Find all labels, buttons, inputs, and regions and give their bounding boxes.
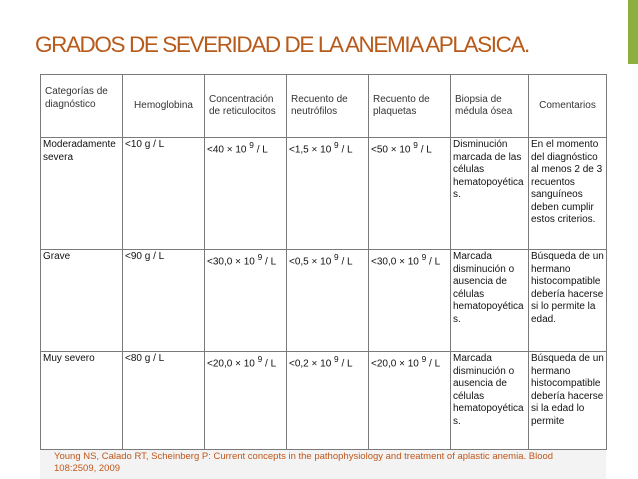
cell-biopsia: Marcada disminución o ausencia de células hematopoyética s. (451, 250, 529, 352)
cell-reticulocitos (205, 352, 287, 450)
exponent: 9 (334, 354, 339, 364)
table-row (41, 352, 607, 450)
unit-text: / L (341, 358, 353, 370)
cell-reticulocitos (205, 250, 287, 352)
cell-comentarios: Búsqueda de un hermano histocompatible debería hacerse si lo permite la edad. (529, 250, 607, 352)
cell-comentarios: En el momento del diagnóstico al menos 2 de 3 recuentos sanguíneos deben cumplir estos criterios. (529, 138, 607, 250)
value-text: <1,5 × 10 (289, 144, 332, 156)
cell-neutrofilos (287, 138, 369, 250)
table-header-row (41, 75, 607, 138)
exponent: 9 (257, 354, 263, 364)
unit-text: / L (341, 256, 353, 268)
value-text: <0,2 × 10 (289, 358, 332, 370)
cell-neutrofilos (287, 352, 369, 450)
severity-table (40, 74, 607, 450)
unit-text: / L (256, 144, 268, 156)
header-comentarios: Comentarios (529, 75, 607, 138)
value-text: <30,0 × 10 (207, 256, 255, 268)
cell-categoria: Muy severo (41, 352, 123, 450)
header-biopsia: Biopsia de médula ósea (451, 75, 529, 138)
citation-line: 108:2509, 2009 (54, 463, 121, 474)
cell-plaquetas (369, 138, 451, 250)
cell-plaquetas (369, 352, 451, 450)
exponent: 9 (249, 140, 254, 150)
exponent: 9 (421, 252, 427, 262)
header-neutrofilos: Recuento de neutrófilos (287, 75, 369, 138)
header-plaquetas: Recuento de plaquetas (369, 75, 451, 138)
unit-text: / L (429, 256, 441, 268)
cell-categoria: Moderadamente severa (41, 138, 123, 250)
value-text: <0,5 × 10 (289, 256, 332, 268)
cell-neutrofilos (287, 250, 369, 352)
cell-plaquetas (369, 250, 451, 352)
cell-reticulocitos (205, 138, 287, 250)
cell-hemoglobina: <10 g / L (123, 138, 205, 250)
cell-biopsia: Marcada disminución o ausencia de células hematopoyética s. (451, 352, 529, 450)
header-hemoglobina: Hemoglobina (123, 75, 205, 138)
unit-text: / L (265, 256, 277, 268)
value-text: <30,0 × 10 (371, 256, 419, 268)
cell-hemoglobina: <80 g / L (123, 352, 205, 450)
exponent: 9 (257, 252, 263, 262)
citation (54, 451, 594, 475)
header-categoria: Categorías de diagnóstico (41, 75, 123, 138)
exponent: 9 (421, 354, 427, 364)
exponent: 9 (334, 140, 339, 150)
citation-line: Young NS, Calado RT, Scheinberg P: Current concepts in the pathophysiology and treatment of aplastic anemia. Blood (54, 451, 554, 462)
value-text: <20,0 × 10 (371, 358, 419, 370)
slide-title: GRADOS DE SEVERIDAD DE LA ANEMIA APLASICA. (35, 32, 529, 57)
unit-text: / L (420, 144, 432, 156)
unit-text: / L (341, 144, 353, 156)
cell-hemoglobina: <90 g / L (123, 250, 205, 352)
header-reticulocitos: Concentración de reticulocitos (205, 75, 287, 138)
table-row (41, 250, 607, 352)
unit-text: / L (265, 358, 277, 370)
table-row (41, 138, 607, 250)
cell-comentarios: Búsqueda de un hermano histocompatible debería hacerse si la edad lo permite (529, 352, 607, 450)
exponent: 9 (334, 252, 339, 262)
accent-bar (628, 0, 638, 64)
cell-categoria: Grave (41, 250, 123, 352)
value-text: <40 × 10 (207, 144, 247, 156)
value-text: <20,0 × 10 (207, 358, 255, 370)
cell-biopsia: Disminución marcada de las células hematopoyética s. (451, 138, 529, 250)
unit-text: / L (429, 358, 441, 370)
value-text: <50 × 10 (371, 144, 411, 156)
exponent: 9 (413, 140, 418, 150)
